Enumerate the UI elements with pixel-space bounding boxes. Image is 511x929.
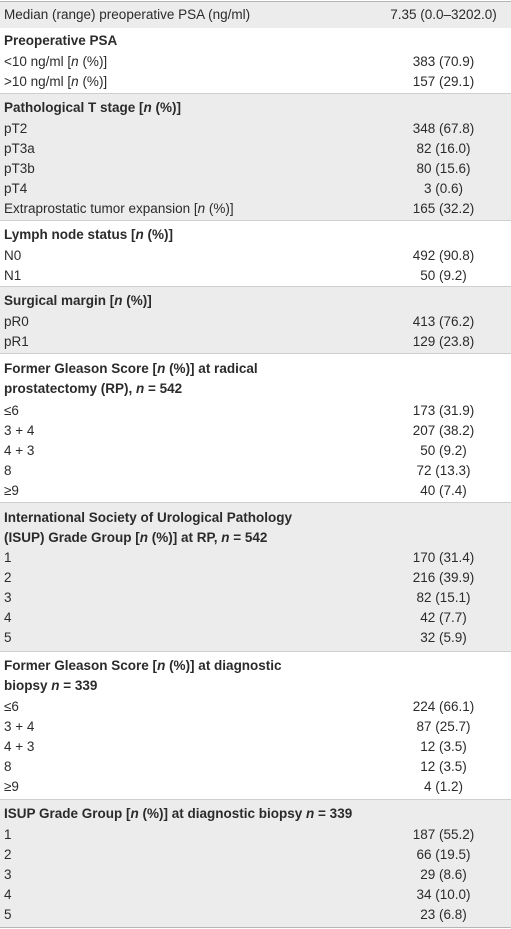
gleason-biopsy-heading-line-1: Former Gleason Score [n (%)] at diagnostic: [4, 658, 282, 673]
gleason-rp-heading-line-2: prostatectomy (RP), n = 542: [4, 381, 183, 396]
lymph-node-row-2-value: 50 (9.2): [420, 268, 467, 283]
isup-biopsy-row-5-label: 5: [4, 907, 12, 922]
isup-rp-row-5-value: 32 (5.9): [420, 630, 467, 645]
t-stage-row-4-label: pT4: [4, 181, 28, 196]
gleason-biopsy-row-5-value: 4 (1.2): [423, 779, 464, 794]
isup-biopsy-row-2-value: 66 (19.5): [416, 847, 471, 862]
isup-rp-row-2-value: 216 (39.9): [412, 570, 475, 585]
gleason-rp-heading-line-1: Former Gleason Score [n (%)] at radical: [4, 361, 258, 376]
gleason-biopsy-row-5-label: ≥9: [4, 779, 19, 794]
lymph-node-row-1-value: 492 (90.8): [412, 248, 475, 263]
isup-biopsy-row-1-value: 187 (55.2): [412, 827, 475, 842]
gleason-biopsy-heading-line-2: biopsy n = 339: [4, 678, 98, 693]
lymph-node-row-1-label: N0: [4, 248, 22, 263]
t-stage-row-2-label: pT3a: [4, 141, 35, 156]
isup-biopsy-row-4-value: 34 (10.0): [416, 887, 471, 902]
isup-biopsy-row-1-label: 1: [4, 827, 12, 842]
gleason-biopsy-row-4-value: 12 (3.5): [420, 759, 467, 774]
isup-biopsy-section: [0, 799, 511, 927]
isup-rp-heading-line-1: International Society of Urological Pathology: [4, 510, 293, 525]
lymph-node-section: [0, 220, 511, 286]
isup-biopsy-row-3-value: 29 (8.6): [420, 867, 467, 882]
psa-section: [0, 28, 511, 93]
t-stage-row-2-value: 82 (16.0): [416, 141, 471, 156]
isup-biopsy-row-2-label: 2: [4, 847, 12, 862]
isup-rp-row-5-label: 5: [4, 630, 12, 645]
gleason-rp-row-4-value: 72 (13.3): [416, 463, 471, 478]
gleason-rp-row-3-label: 4 + 3: [4, 443, 35, 458]
gleason-biopsy-section: [0, 651, 511, 799]
median-psa-value: 7.35 (0.0–3202.0): [390, 7, 497, 22]
psa-heading: Preoperative PSA: [4, 33, 118, 48]
psa-row-1-value: 383 (70.9): [412, 54, 475, 69]
isup-biopsy-row-4-label: 4: [4, 887, 12, 902]
surgical-margin-heading: Surgical margin [n (%)]: [4, 293, 152, 308]
gleason-biopsy-row-3-label: 4 + 3: [4, 739, 35, 754]
median-psa-label: Median (range) preoperative PSA (ng/ml): [4, 7, 251, 22]
median-psa-row: [0, 2, 511, 28]
isup-rp-row-1-value: 170 (31.4): [412, 550, 475, 565]
isup-rp-row-3-value: 82 (15.1): [416, 590, 471, 605]
gleason-rp-row-1-label: ≤6: [4, 403, 19, 418]
surgical-margin-row-2-value: 129 (23.8): [412, 334, 475, 349]
t-stage-heading: Pathological T stage [n (%)]: [4, 100, 182, 115]
gleason-rp-section: [0, 353, 511, 502]
isup-rp-row-3-label: 3: [4, 590, 12, 605]
psa-row-1-label: <10 ng/ml [n (%)]: [4, 54, 108, 69]
gleason-rp-row-2-value: 207 (38.2): [412, 423, 475, 438]
gleason-rp-row-5-value: 40 (7.4): [420, 483, 467, 498]
isup-rp-row-1-label: 1: [4, 550, 12, 565]
isup-biopsy-row-5-value: 23 (6.8): [420, 907, 467, 922]
t-stage-row-5-label: Extraprostatic tumor expansion [n (%)]: [4, 201, 234, 216]
gleason-biopsy-row-1-value: 224 (66.1): [412, 699, 475, 714]
gleason-biopsy-row-3-value: 12 (3.5): [420, 739, 467, 754]
gleason-biopsy-row-2-value: 87 (25.7): [416, 719, 471, 734]
psa-row-2-label: >10 ng/ml [n (%)]: [4, 74, 108, 89]
isup-rp-row-2-label: 2: [4, 570, 12, 585]
isup-rp-heading-line-2: (ISUP) Grade Group [n (%)] at RP, n = 542: [4, 530, 268, 545]
isup-rp-row-4-value: 42 (7.7): [420, 610, 467, 625]
t-stage-row-3-value: 80 (15.6): [416, 161, 471, 176]
isup-rp-section: [0, 502, 511, 651]
isup-biopsy-heading: ISUP Grade Group [n (%)] at diagnostic biopsy n = 339: [4, 806, 353, 821]
surgical-margin-row-2-label: pR1: [4, 334, 29, 349]
t-stage-row-5-value: 165 (32.2): [412, 201, 475, 216]
gleason-rp-row-1-value: 173 (31.9): [412, 403, 475, 418]
isup-rp-row-4-label: 4: [4, 610, 12, 625]
psa-row-2-value: 157 (29.1): [412, 74, 475, 89]
t-stage-row-1-value: 348 (67.8): [412, 121, 475, 136]
gleason-rp-row-3-value: 50 (9.2): [420, 443, 467, 458]
t-stage-row-1-label: pT2: [4, 121, 28, 136]
t-stage-section: [0, 93, 511, 220]
gleason-rp-row-2-label: 3 + 4: [4, 423, 35, 438]
gleason-biopsy-row-1-label: ≤6: [4, 699, 19, 714]
bottom-rule: [0, 927, 511, 928]
lymph-node-row-2-label: N1: [4, 268, 22, 283]
gleason-biopsy-row-4-label: 8: [4, 759, 12, 774]
gleason-rp-row-5-label: ≥9: [4, 483, 19, 498]
gleason-rp-row-4-label: 8: [4, 463, 12, 478]
surgical-margin-section: [0, 286, 511, 353]
t-stage-row-3-label: pT3b: [4, 161, 35, 176]
isup-biopsy-row-3-label: 3: [4, 867, 12, 882]
surgical-margin-row-1-value: 413 (76.2): [412, 314, 475, 329]
t-stage-row-4-value: 3 (0.6): [423, 181, 464, 196]
surgical-margin-row-1-label: pR0: [4, 314, 29, 329]
lymph-node-heading: Lymph node status [n (%)]: [4, 227, 174, 242]
gleason-biopsy-row-2-label: 3 + 4: [4, 719, 35, 734]
